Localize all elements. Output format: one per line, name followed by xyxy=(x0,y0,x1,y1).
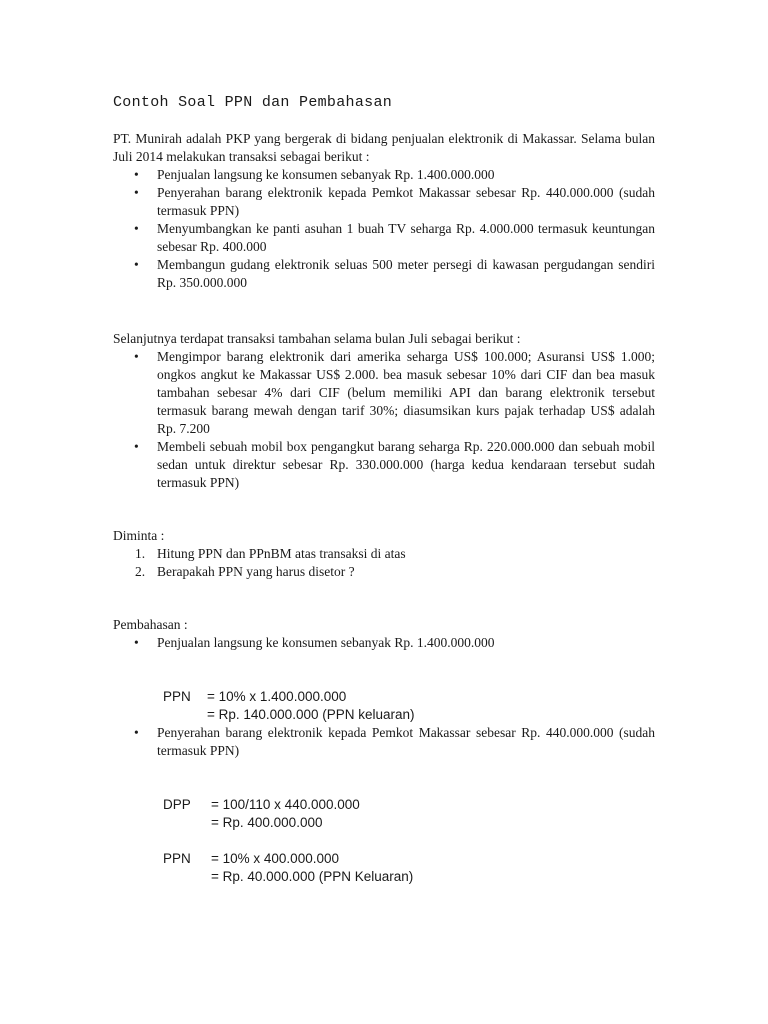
list-item: 1. Hitung PPN dan PPnBM atas transaksi di atas xyxy=(135,546,406,561)
calc-dpp: DPP = 100/110 x 440.000.000 = Rp. 400.000.000 xyxy=(163,797,360,830)
transactions-list-2 xyxy=(113,348,655,492)
intro-paragraph: PT. Munirah adalah PKP yang bergerak di bidang penjualan elektronik di Makassar. Selama bulan Juli 2014 melakukan transaksi sebagai berikut : xyxy=(113,131,655,164)
list-item: • Penjualan langsung ke konsumen sebanyak Rp. 1.400.000.000 xyxy=(134,167,495,182)
bullet-icon: • xyxy=(134,349,139,364)
list-item: • Mengimpor barang elektronik dari amerika seharga US$ 100.000; Asuransi US$ 1.000; ongkos angkut ke Makassar US$ 2.000. bea masuk sebesar 10% dari CIF dan bea masuk tambahan sebesar 4% dari CIF (belum memiliki API dan barang elektronik tersebut termasuk barang mewah dengan tarif 30%; diasumsikan kurs pajak terhadap US$ adalah Rp. 7.200 xyxy=(134,349,655,436)
diminta-label: Diminta : xyxy=(113,528,165,543)
list-item: • Membeli sebuah mobil box pengangkut barang seharga Rp. 220.000.000 dan sebuah mobil sedan untuk direktur sebesar Rp. 330.000.000 (harga kedua kendaraan tersebut sudah termasuk PPN) xyxy=(134,439,655,490)
calc-ppn-2: PPN = 10% x 400.000.000 = Rp. 40.000.000 (PPN Keluaran) xyxy=(163,851,414,884)
bullet-icon: • xyxy=(134,167,139,182)
page-title: Contoh Soal PPN dan Pembahasan xyxy=(113,94,393,111)
pembahasan-list-1 xyxy=(113,634,655,652)
transactions-list-1 xyxy=(113,166,655,292)
bullet-icon: • xyxy=(134,635,139,650)
pembahasan-label: Pembahasan : xyxy=(113,617,188,632)
bullet-icon: • xyxy=(134,725,139,740)
list-item: • Menyumbangkan ke panti asuhan 1 buah TV seharga Rp. 4.000.000 termasuk keuntungan sebesar Rp. 400.000 xyxy=(134,221,655,254)
list-item: • Penjualan langsung ke konsumen sebanyak Rp. 1.400.000.000 xyxy=(134,635,495,650)
intro2-paragraph: Selanjutnya terdapat transaksi tambahan selama bulan Juli sebagai berikut : xyxy=(113,331,521,346)
bullet-icon: • xyxy=(134,257,139,272)
calc-ppn-1: PPN = 10% x 1.400.000.000 = Rp. 140.000.000 (PPN keluaran) xyxy=(163,689,415,722)
list-item: • Penyerahan barang elektronik kepada Pemkot Makassar sebesar Rp. 440.000.000 (sudah termasuk PPN) xyxy=(134,185,655,218)
diminta-list xyxy=(113,545,655,581)
bullet-icon: • xyxy=(134,439,139,454)
list-item: • Membangun gudang elektronik seluas 500 meter persegi di kawasan pergudangan sendiri Rp. 350.000.000 xyxy=(134,257,655,290)
bullet-icon: • xyxy=(134,185,139,200)
pembahasan-list-2 xyxy=(113,724,655,760)
bullet-icon: • xyxy=(134,221,139,236)
list-item: • Penyerahan barang elektronik kepada Pemkot Makassar sebesar Rp. 440.000.000 (sudah termasuk PPN) xyxy=(134,725,655,758)
list-item: 2. Berapakah PPN yang harus disetor ? xyxy=(135,564,355,579)
